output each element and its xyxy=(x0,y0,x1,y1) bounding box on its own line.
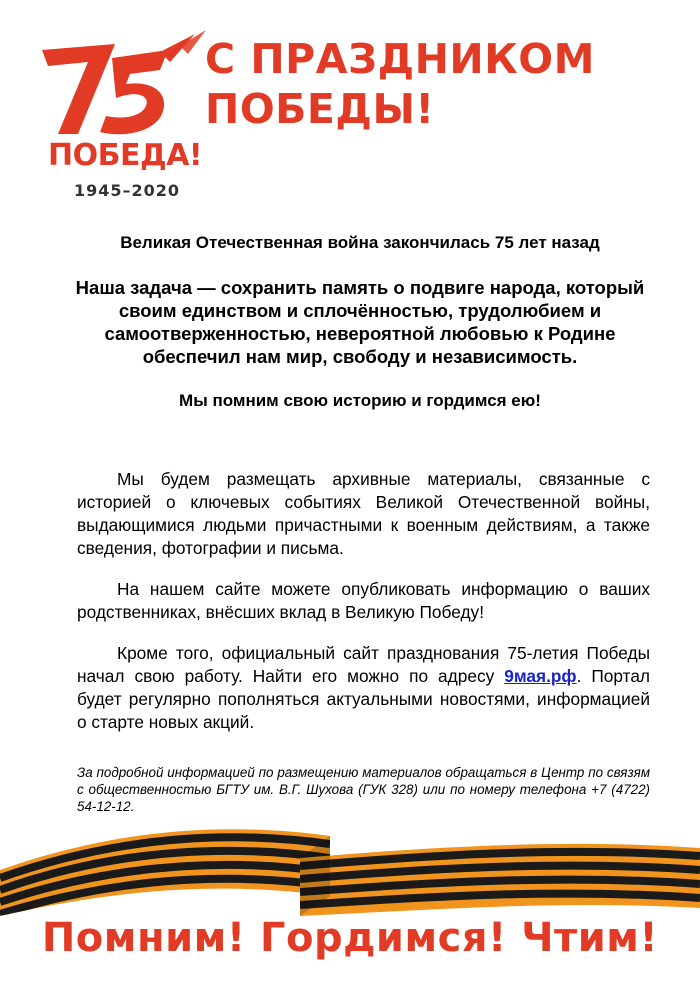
victory-75-logo xyxy=(20,28,220,208)
logo-75-graphic xyxy=(20,28,220,138)
page-title-line-1: С ПРАЗДНИКОМ xyxy=(205,35,595,83)
body-paragraph-relatives: На нашем сайте можете опубликовать информацию о ваших родственниках, внёсших вклад в Великую Победу! xyxy=(77,579,650,622)
page-title-line-2: ПОБЕДЫ! xyxy=(205,85,435,133)
st-george-ribbon xyxy=(0,818,700,918)
intro-lead: Великая Отечественная война закончилась 75 лет назад xyxy=(120,233,600,252)
body-paragraph-site xyxy=(77,642,650,734)
logo-word: ПОБЕДА! xyxy=(48,138,203,173)
intro-block xyxy=(70,232,650,412)
intro-proud: Мы помним свою историю и гордимся ею! xyxy=(179,391,541,410)
body-paragraph-archive: Мы будем размещать архивные материалы, связанные с историей о ключевых событиях Великой Отечественной войны, выдающимися людьми причастными к военным действиям, а также сведения, фотографии и письма. xyxy=(77,469,650,558)
page-title xyxy=(205,34,675,134)
body-text xyxy=(77,468,650,752)
footer-slogan: Помним! Гордимся! Чтим! xyxy=(41,915,659,961)
intro-mission: Наша задача — сохранить память о подвиге народа, который своим единством и сплочённостью, трудолюбием и самоотверженностью, невероятной любовью к Родине обеспечил нам мир, свободу и независимость. xyxy=(75,277,645,367)
site-text-after: . Портал будет регулярно пополняться актуальными новостями, информацией о старте новых акций. xyxy=(77,666,651,732)
contact-note: За подробной информацией по размещению материалов обращаться в Центр по связям с общественностью БГТУ им. В.Г. Шухова (ГУК 328) или по номеру телефона +7 (4722) 54-12-12. xyxy=(77,765,650,814)
logo-years: 1945–2020 xyxy=(74,181,181,200)
site-link[interactable]: 9мая.рф xyxy=(504,666,577,686)
site-text-before: Кроме того, официальный сайт празднования 75-летия Победы начал свою работу. Найти его можно по адресу xyxy=(77,643,650,686)
